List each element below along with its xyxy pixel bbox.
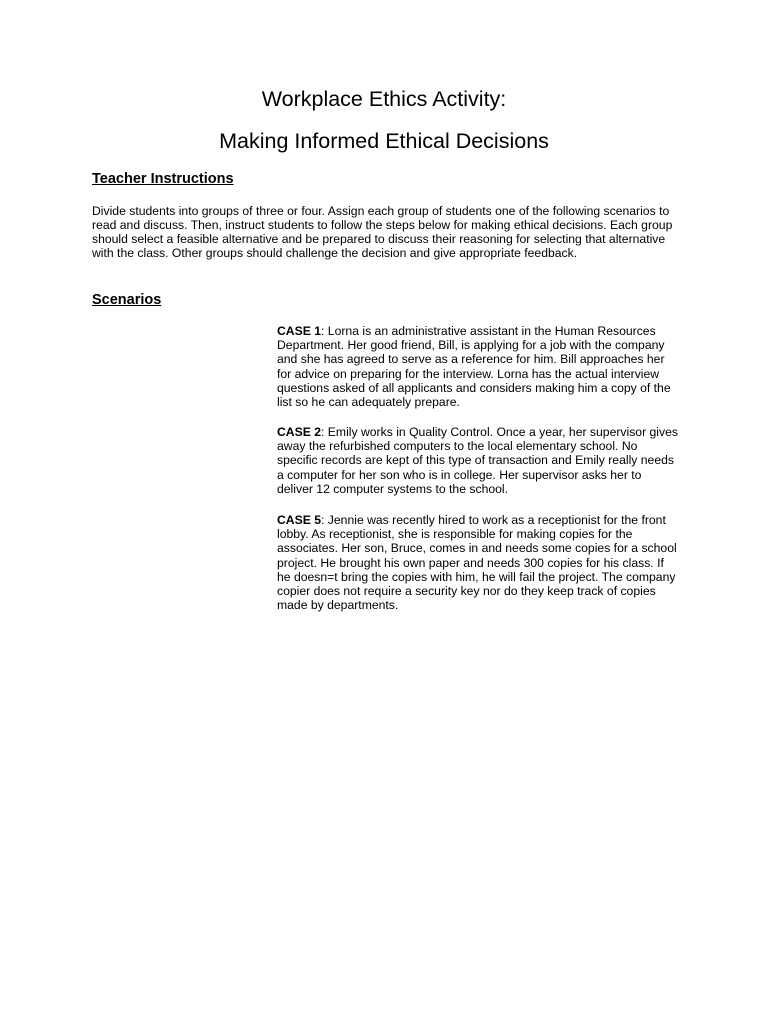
teacher-instructions-heading: Teacher Instructions (92, 171, 234, 187)
case-2-label: CASE 2 (277, 425, 322, 439)
case-1-paragraph (277, 324, 679, 409)
case-5-label: CASE 5 (277, 513, 322, 527)
document-subtitle: Making Informed Ethical Decisions (219, 129, 549, 153)
case-5-text: : Jennie was recently hired to work as a receptionist for the front lobby. As receptionist, she is responsible for making copies for the associates. Her son, Bruce, comes in and needs some copies for a school project. He brought his own paper and needs 300 copies for his class. If he doesn=t bring the copies with him, he will fail the project. The company copier does not require a security key nor do they keep track of copies made by departments. (277, 513, 677, 613)
case-1-text: : Lorna is an administrative assistant in the Human Resources Department. Her good friend, Bill, is applying for a job with the company and she has agreed to serve as a reference for him. Bill approaches her for advice on preparing for the interview. Lorna has the actual interview questions asked of all applicants and considers making him a copy of the list so he can adequately prepare. (277, 324, 671, 410)
case-2-text: : Emily works in Quality Control. Once a year, her supervisor gives away the refurbished computers to the local elementary school. No specific records are kept of this type of transaction and Emily really needs a computer for her son who is in college. Her supervisor asks her to deliver 12 computer systems to the school. (277, 425, 678, 496)
teacher-instructions-paragraph: Divide students into groups of three or four. Assign each group of students one of the following scenarios to read and discuss. Then, instruct students to follow the steps below for making ethical decisions. Each group should select a feasible alternative and be prepared to discuss their reasoning for selecting that alternative with the class. Other groups should challenge the decision and give appropriate feedback. (92, 204, 673, 260)
case-5-paragraph (277, 513, 679, 612)
document-title: Workplace Ethics Activity: (261, 87, 507, 111)
case-2-paragraph (277, 425, 679, 496)
scenarios-heading: Scenarios (92, 292, 162, 308)
case-1-label: CASE 1 (277, 324, 322, 338)
